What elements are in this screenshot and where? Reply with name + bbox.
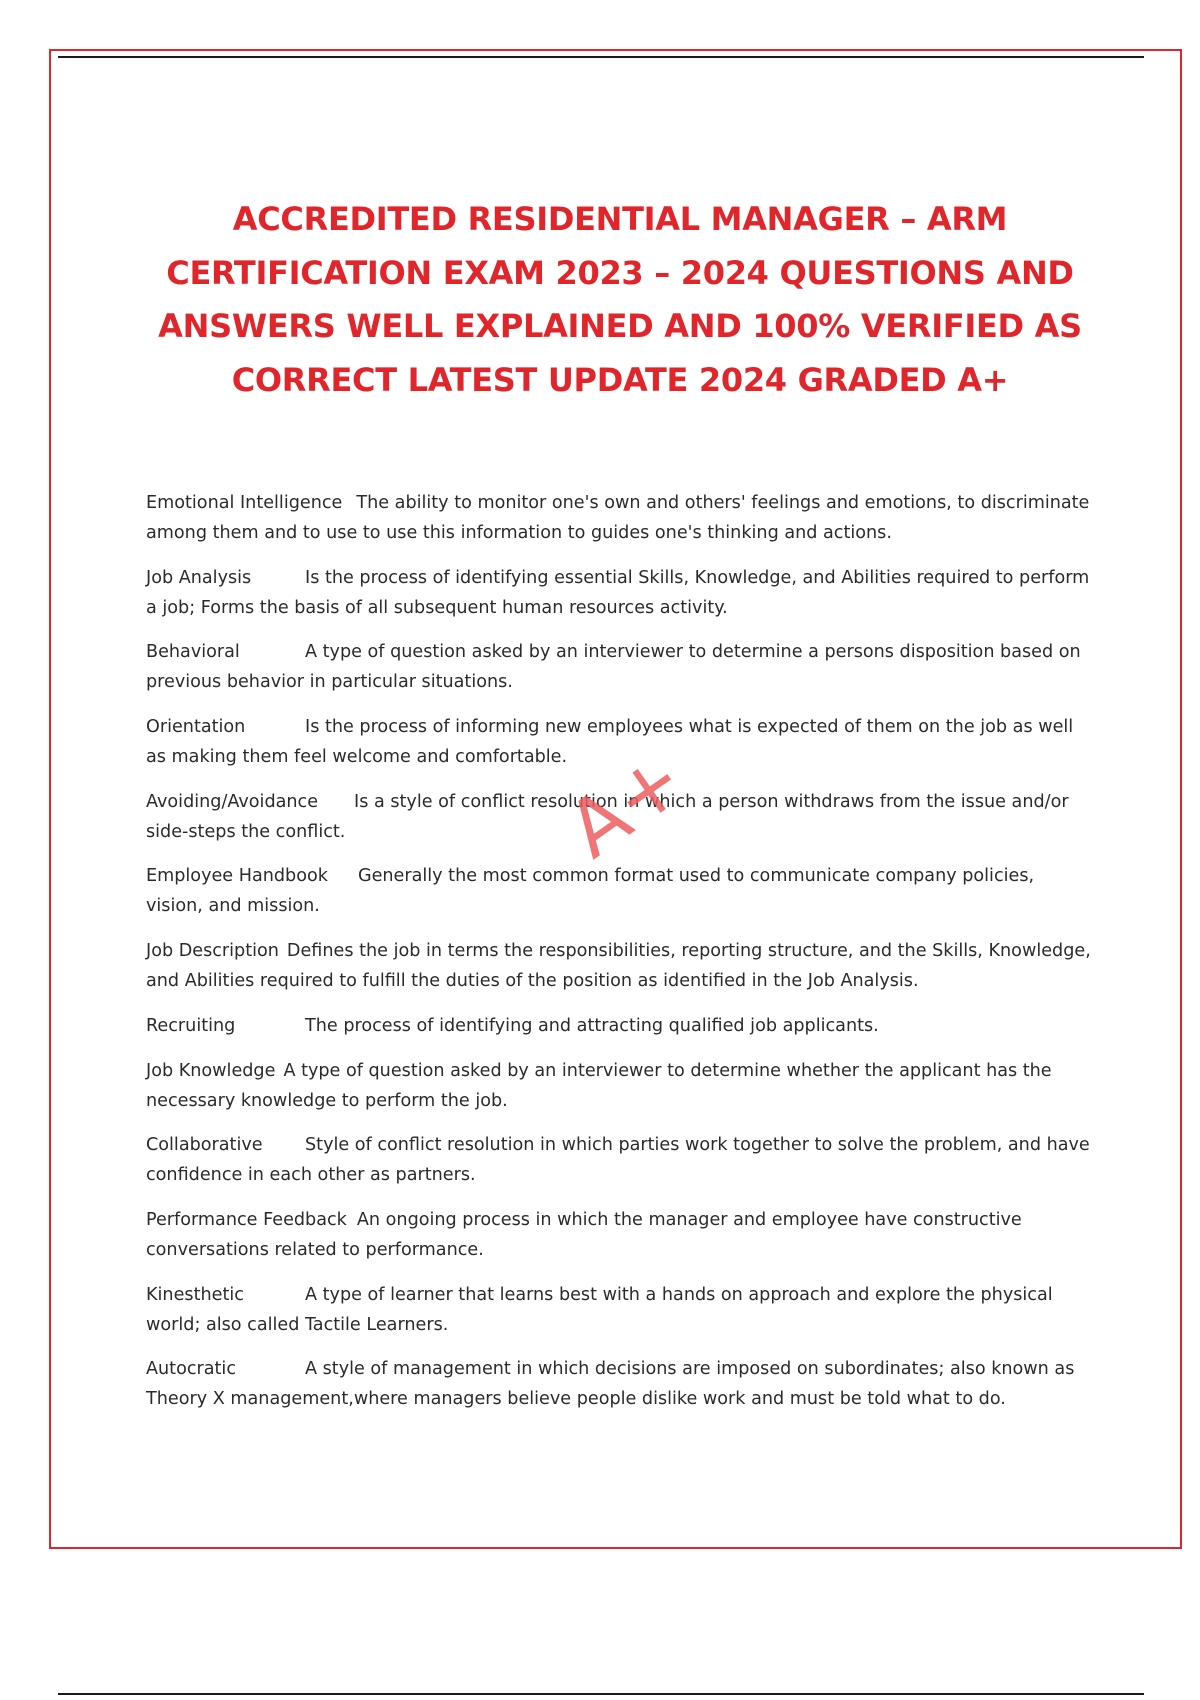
list-item bbox=[146, 787, 1096, 847]
list-item bbox=[146, 1130, 1096, 1190]
list-item bbox=[146, 637, 1096, 697]
entry-definition: Defines the job in terms the responsibilities, reporting structure, and the Skills, Knowledge, and Abilities required to fulfill the duties of the position as identified in the Job Analysis. bbox=[146, 941, 1091, 992]
list-item bbox=[146, 563, 1096, 623]
entry-definition: Generally the most common format used to communicate company policies, vision, and mission. bbox=[146, 866, 1035, 917]
entry-term: Emotional Intelligence bbox=[146, 493, 343, 513]
entry-definition: Is the process of informing new employees what is expected of them on the job as well as making them feel welcome and comfortable. bbox=[146, 717, 1074, 768]
entry-definition: A type of question asked by an interviewer to determine a persons disposition based on previous behavior in particular situations. bbox=[146, 642, 1081, 693]
list-item bbox=[146, 712, 1096, 772]
entry-definition: Is the process of identifying essential Skills, Knowledge, and Abilities required to perform a job; Forms the basis of all subsequent human resources activity. bbox=[146, 567, 1090, 618]
entry-term: Orientation bbox=[146, 717, 246, 738]
list-item bbox=[146, 1205, 1096, 1265]
entry-definition: Style of conflict resolution in which parties work together to solve the problem, and have confidence in each other as partners. bbox=[146, 1135, 1090, 1186]
document-title: ACCREDITED RESIDENTIAL MANAGER – ARM CERTIFICATION EXAM 2023 – 2024 QUESTIONS AND ANSWERS WELL EXPLAINED AND 100% VERIFIED AS CORRECT LATEST UPDATE 2024 GRADED A+ bbox=[158, 200, 1082, 399]
list-item bbox=[146, 1056, 1096, 1116]
entry-term: Kinesthetic bbox=[146, 1284, 244, 1305]
list-item bbox=[146, 1280, 1096, 1340]
list-item bbox=[146, 488, 1096, 548]
watermark-text: A+ bbox=[551, 734, 701, 876]
entry-definition: A type of question asked by an interviewer to determine whether the applicant has the necessary knowledge to perform the job. bbox=[146, 1060, 1052, 1111]
entry-definition: Is a style of conflict resolution in which a person withdraws from the issue and/or side-steps the conflict. bbox=[146, 791, 1069, 842]
list-item bbox=[146, 861, 1096, 921]
entry-term: Autocratic bbox=[146, 1359, 236, 1380]
entry-term: Collaborative bbox=[146, 1135, 263, 1156]
list-item bbox=[146, 1011, 1096, 1041]
list-item bbox=[146, 936, 1096, 996]
entry-term: Job Knowledge bbox=[146, 1060, 276, 1081]
entry-term: Performance Feedback bbox=[146, 1209, 347, 1230]
entry-list bbox=[146, 488, 1096, 1429]
entry-term: Job Analysis bbox=[146, 567, 252, 588]
bottom-rule bbox=[58, 1693, 1144, 1695]
entry-term: Avoiding/Avoidance bbox=[146, 791, 319, 812]
entry-term: Job Description bbox=[146, 941, 279, 962]
entry-definition: An ongoing process in which the manager and employee have constructive conversations related to performance. bbox=[146, 1209, 1022, 1260]
entry-definition: The process of identifying and attracting qualified job applicants. bbox=[305, 1015, 879, 1036]
entry-term: Behavioral bbox=[146, 642, 240, 663]
entry-definition: A type of learner that learns best with a hands on approach and explore the physical world; also called Tactile Learners. bbox=[146, 1284, 1053, 1335]
entry-term: Recruiting bbox=[146, 1015, 236, 1036]
list-item bbox=[146, 1354, 1096, 1414]
entry-definition: A style of management in which decisions are imposed on subordinates; also known as Theory X management,where managers believe people dislike work and must be told what to do. bbox=[146, 1359, 1075, 1410]
entry-definition: The ability to monitor one's own and others' feelings and emotions, to discriminate among them and to use to use this information to guides one's thinking and actions. bbox=[146, 493, 1090, 543]
entry-term: Employee Handbook bbox=[146, 866, 328, 887]
